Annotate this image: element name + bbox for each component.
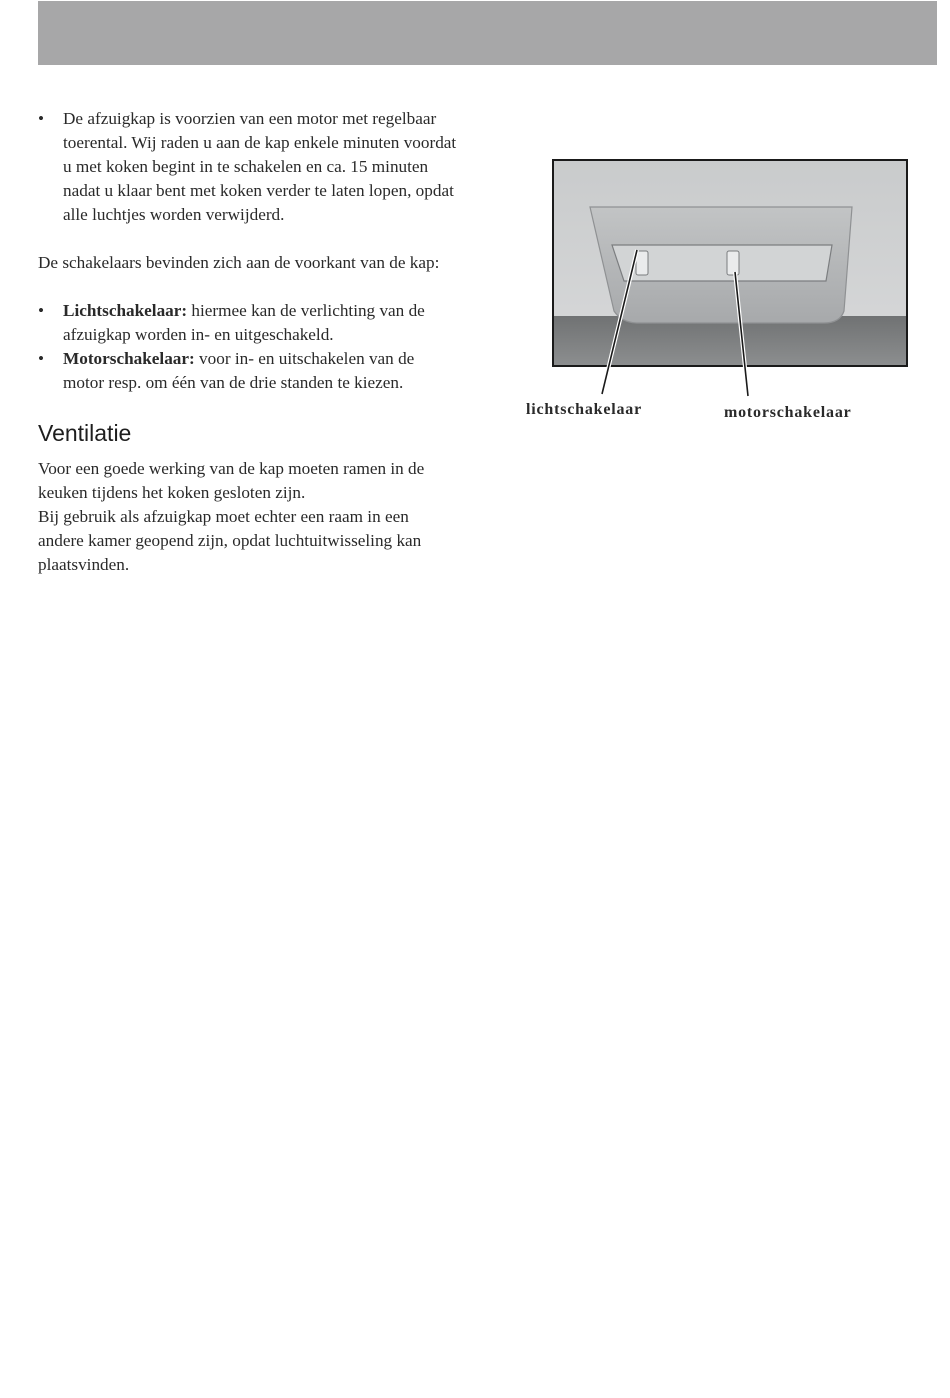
motor-switch-text: voor in- en uitschakelen van de motor resp. om één van de drie standen te kiezen. — [63, 349, 415, 392]
switches-intro: De schakelaars bevinden zich aan de voorkant van de kap: — [38, 253, 440, 272]
label-light-switch: lichtschakelaar — [526, 401, 642, 418]
callout-lines — [500, 150, 800, 410]
light-switch-text: hiermee kan de verlichting van de afzuigkap worden in- en uitgeschakeld. — [63, 301, 425, 344]
bullet-light-switch — [38, 299, 458, 347]
ventilation-paragraph-2: Bij gebruik als afzuigkap moet echter een raam in een andere kamer geopend zijn, opdat luchtuitwisseling kan plaatsvinden. — [38, 507, 422, 574]
ventilation-paragraph-1: Voor een goede werking van de kap moeten ramen in de keuken tijdens het koken gesloten zijn. — [38, 459, 425, 502]
motor-switch-term: Motorschakelaar: — [63, 349, 195, 368]
light-switch-term: Lichtschakelaar: — [63, 301, 188, 320]
bullet-motor-switch — [38, 347, 458, 395]
text-column — [38, 107, 458, 577]
header-bar — [38, 1, 937, 65]
ventilation-heading: Ventilatie — [38, 420, 132, 446]
label-motor-switch: motorschakelaar — [724, 404, 852, 421]
intro-bullet: • De afzuigkap is voorzien van een motor met regelbaar toerental. Wij raden u aan de kap enkele minuten voordat u met koken begint in te schakelen en ca. 15 minuten nadat u klaar bent met koken verder te laten lopen, opdat alle luchtjes worden verwijderd. — [38, 107, 458, 227]
